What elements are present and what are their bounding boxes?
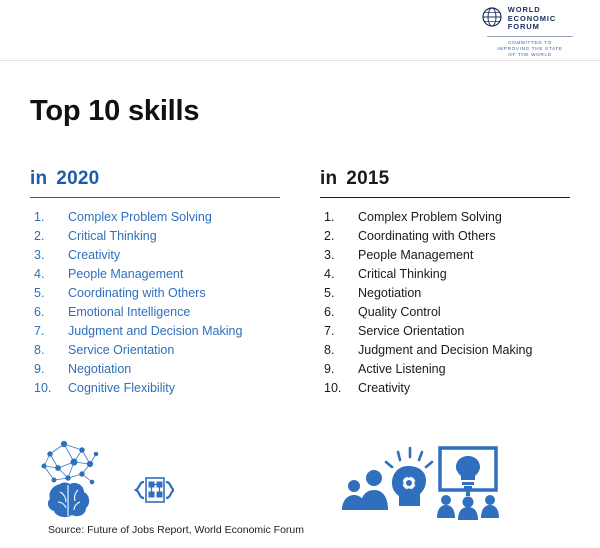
column-heading-2020 — [30, 168, 280, 198]
logo-tagline-line-3: OF THE WORLD — [508, 51, 552, 57]
rank: 5. — [324, 286, 335, 300]
rank: 1. — [34, 210, 45, 224]
logo-top-row — [482, 6, 556, 32]
skill-label: Service Orientation — [68, 343, 175, 357]
logo-word-1: WORLD — [507, 5, 541, 14]
list-item — [30, 341, 280, 360]
list-item — [30, 208, 280, 227]
list-item — [30, 360, 280, 379]
list-item — [320, 246, 570, 265]
rank: 1. — [324, 210, 335, 224]
list-item — [320, 227, 570, 246]
rank: 5. — [34, 286, 45, 300]
skill-label: Coordinating with Others — [68, 286, 206, 300]
skill-label: Creativity — [68, 248, 121, 262]
rank: 3. — [34, 248, 45, 262]
column-heading-2015 — [320, 168, 570, 198]
list-item — [320, 341, 570, 360]
logo-tagline-line-1: COMMITTED TO — [508, 39, 552, 45]
skills-list-2020 — [30, 208, 280, 398]
rank: 6. — [324, 305, 335, 319]
skill-label: Judgment and Decision Making — [68, 324, 243, 338]
logo-divider — [487, 36, 573, 37]
skill-label: Complex Problem Solving — [358, 210, 502, 224]
list-item — [320, 379, 570, 398]
page-header — [0, 0, 600, 61]
skills-column-2015 — [320, 168, 570, 398]
list-item — [320, 265, 570, 284]
skill-label: People Management — [68, 267, 184, 281]
list-item — [30, 246, 280, 265]
logo-tagline — [497, 40, 562, 58]
skill-label: Service Orientation — [358, 324, 465, 338]
skill-label: Active Listening — [358, 362, 446, 376]
skill-label: Judgment and Decision Making — [358, 343, 533, 357]
people-ideas-icon — [336, 428, 526, 523]
rank: 7. — [324, 324, 335, 338]
list-item — [30, 303, 280, 322]
source-note: Source: Future of Jobs Report, World Economic Forum — [48, 524, 304, 536]
skill-label: Critical Thinking — [68, 229, 157, 243]
list-item — [30, 322, 280, 341]
skill-label: Negotiation — [68, 362, 132, 376]
list-item — [30, 227, 280, 246]
column-prefix-2015: in — [320, 168, 338, 189]
network-brain-icon — [34, 432, 174, 522]
rank: 9. — [34, 362, 45, 376]
skill-label: Coordinating with Others — [358, 229, 496, 243]
list-item — [320, 360, 570, 379]
rank: 2. — [34, 229, 45, 243]
rank: 4. — [34, 267, 45, 281]
logo-wordmark — [508, 6, 556, 32]
logo-tagline-line-2: IMPROVING THE STATE — [497, 45, 563, 51]
skills-column-2020 — [30, 168, 280, 398]
column-year-2020: 2020 — [56, 168, 100, 189]
skill-label: Cognitive Flexibility — [68, 381, 175, 395]
skill-label: Complex Problem Solving — [68, 210, 212, 224]
skill-label: Critical Thinking — [358, 267, 447, 281]
skills-columns — [30, 168, 570, 398]
list-item — [320, 208, 570, 227]
list-item — [30, 379, 280, 398]
logo-word-2: ECONOMIC — [507, 13, 557, 23]
logo-word-3: FORUM — [507, 22, 540, 31]
skill-label: People Management — [358, 248, 474, 262]
skill-label: Creativity — [358, 381, 411, 395]
rank: 3. — [324, 248, 335, 262]
rank: 2. — [324, 229, 335, 243]
column-prefix-2020: in — [30, 168, 48, 189]
globe-icon — [482, 7, 502, 27]
rank: 8. — [324, 343, 335, 357]
list-item — [30, 284, 280, 303]
rank: 9. — [324, 362, 335, 376]
rank: 10. — [324, 381, 342, 395]
rank: 7. — [34, 324, 45, 338]
list-item — [320, 322, 570, 341]
rank: 4. — [324, 267, 335, 281]
wef-logo — [454, 6, 584, 58]
page-title: Top 10 skills — [30, 95, 200, 127]
rank: 6. — [34, 305, 45, 319]
rank: 10. — [34, 381, 52, 395]
skill-label: Emotional Intelligence — [68, 305, 191, 319]
skill-label: Quality Control — [358, 305, 441, 319]
list-item — [320, 303, 570, 322]
column-year-2015: 2015 — [346, 168, 390, 189]
rank: 8. — [34, 343, 45, 357]
skills-list-2015 — [320, 208, 570, 398]
list-item — [320, 284, 570, 303]
list-item — [30, 265, 280, 284]
skill-label: Negotiation — [358, 286, 422, 300]
